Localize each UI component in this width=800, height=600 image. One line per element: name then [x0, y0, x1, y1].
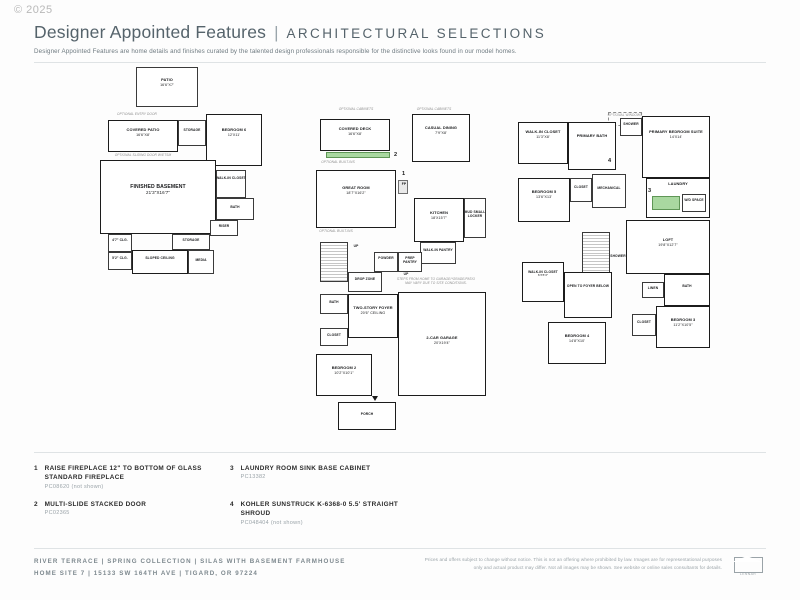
room-label-storage-upper: STORAGE — [183, 128, 201, 132]
room-bath-upper — [664, 274, 710, 306]
room-label-closet-upper-1: CLOSET — [574, 185, 588, 189]
footer-line-2: HOME SITE 7 | 15133 SW 164TH AVE | TIGARD, OR 97224 — [34, 569, 258, 577]
room-label-shower: SHOWER — [623, 122, 639, 126]
note-code: PC048404 (not shown) — [240, 519, 303, 526]
room-primary-bedroom-suite — [642, 116, 710, 178]
room-clg-52 — [108, 252, 132, 270]
note-code: PC02365 — [44, 510, 70, 517]
room-mechanical — [592, 174, 626, 208]
room-powder — [374, 252, 398, 272]
room-label-bedroom-2: BEDROOM 2 10'2"X10'1" — [331, 365, 357, 375]
note-item-3 — [230, 464, 430, 480]
entry-arrow-icon — [372, 396, 378, 401]
room-label-primary-bath: PRIMARY BATH — [576, 133, 608, 138]
note-code: PC08620 (not shown) — [44, 483, 104, 490]
room-label-laundry: LAUNDRY — [668, 181, 688, 186]
title-divider: | — [274, 23, 279, 42]
floor-plans — [34, 66, 766, 441]
option-label-garage-steps: STEPS FROM HOME TO GARAGE/*GRADE/PATIO MAY VARY DUE TO SITE CONDITIONS. — [396, 277, 476, 285]
laundry-sink-base-highlight — [652, 196, 680, 210]
callout-marker-1: 1 — [402, 171, 406, 177]
note-number: 2 — [34, 500, 38, 508]
room-label-two-story-foyer: TWO-STORY FOYER 20'6" CEILING — [353, 305, 393, 315]
room-closet-upper-2 — [632, 314, 656, 336]
room-great-room — [316, 170, 396, 228]
room-label-kitchen: KITCHEN 18'X15'7" — [430, 210, 448, 220]
callout-marker-2: 2 — [394, 152, 398, 158]
watermark: © 2025 — [14, 4, 53, 16]
option-label-built-ins-2: OPTIONAL BUILT-INS — [319, 229, 353, 233]
footer-divider — [34, 548, 766, 549]
logo-text: LENNAR — [739, 572, 757, 576]
room-two-story-foyer — [348, 294, 398, 338]
note-number: 4 — [230, 500, 234, 508]
note-number: 1 — [34, 464, 38, 472]
room-label-powder: POWDER — [378, 256, 394, 260]
option-label-cabinets-left: OPTIONAL CABINETS — [338, 107, 374, 111]
note-title: KOHLER SUNSTRUCK K-6368-0 5.5' STRAIGHT SHROUD — [240, 501, 399, 518]
brand-logo — [730, 556, 766, 580]
room-label-media: MEDIA — [195, 258, 207, 262]
option-label-cabinets-right: OPTIONAL CABINETS — [416, 107, 452, 111]
stairs-down-label: SHOWER — [610, 254, 626, 258]
room-label-patio: PATIO 16'6"X7' — [160, 77, 174, 87]
room-bedroom-6 — [206, 114, 262, 166]
room-label-porch: PORCH — [360, 412, 374, 416]
room-casual-dining — [412, 114, 470, 162]
room-label-drop-zone: DROP ZONE — [354, 277, 376, 281]
note-title: LAUNDRY ROOM SINK BASE CABINET — [240, 465, 371, 472]
option-label-entry-door: OPTIONAL ENTRY DOOR — [117, 112, 157, 116]
room-label-mechanical: MECHANICAL — [597, 186, 621, 190]
room-shower — [620, 118, 642, 136]
note-number: 3 — [230, 464, 234, 472]
room-label-walk-in-pantry: WALK-IN PANTRY — [423, 248, 453, 252]
room-clg-47 — [108, 234, 132, 252]
stairs-up-main — [320, 242, 348, 282]
room-label-finished-basement: FINISHED BASEMENT 21'3"X16'7" — [130, 184, 186, 196]
document-header — [34, 22, 764, 55]
room-label-covered-patio: COVERED PATIO 16'6"X8' — [126, 127, 160, 137]
room-walk-in-pantry — [420, 242, 456, 264]
room-bedroom-5 — [518, 178, 570, 222]
title-row — [34, 22, 764, 43]
logo-roof-icon — [732, 556, 762, 562]
room-label-clg-52: 5'2" CLG. — [112, 256, 128, 260]
room-label-loft: LOFT 19'8"X12'7" — [658, 237, 678, 247]
room-label-clg-47: 4'7" CLG. — [112, 238, 128, 242]
note-item-4 — [230, 500, 430, 526]
room-label-great-room: GREAT ROOM 18'7"X16'2" — [342, 185, 370, 195]
room-label-walk-in-closet-primary: WALK-IN CLOSET 11'3"X8' — [525, 129, 561, 139]
room-closet-upper-1 — [570, 178, 592, 202]
room-storage-upper — [178, 120, 206, 146]
stairs-up-label-2: UP — [403, 272, 409, 276]
note-item-1 — [34, 464, 219, 490]
room-label-storage-lower: STORAGE — [182, 238, 200, 242]
page-subtitle-heading: ARCHITECTURAL SELECTIONS — [286, 26, 547, 41]
header-description: Designer Appointed Features are home details and finishes curated by the talented design professionals responsible for the distinctive looks found in our model homes. — [34, 48, 517, 55]
room-label-bedroom-3: BEDROOM 3 11'2"X10'5" — [670, 317, 696, 327]
footer-disclaimer: Prices and offers subject to change without notice. This is not an offering where prohibited by law. Images are for representational purposes only and actual product may differ. Not all images may be shown. See website or online sales consultants for details. — [424, 557, 722, 571]
room-label-primary-bedroom-suite: PRIMARY BEDROOM SUITE 14'X14' — [649, 129, 703, 139]
room-wd-space — [682, 194, 706, 212]
page-title: Designer Appointed Features — [34, 22, 267, 42]
room-label-closet-upper-2: CLOSET — [637, 320, 651, 324]
room-label-bedroom-6: BEDROOM 6 12'X11' — [221, 127, 247, 137]
room-walk-in-closet-basement — [216, 170, 246, 198]
room-label-bedroom-5: BEDROOM 5 13'6"X13' — [531, 189, 557, 199]
room-label-riser: RISER — [218, 224, 230, 228]
option-label-sliding-door: OPTIONAL SLIDING DOOR W/ETSM — [114, 153, 172, 157]
upper-level — [496, 66, 716, 396]
footer-community-info — [34, 556, 345, 580]
note-item-2 — [34, 500, 219, 516]
multi-slide-door-highlight — [326, 152, 390, 158]
option-label-windows: OPTIONAL WINDOWS — [607, 113, 643, 117]
callout-marker-3: 3 — [648, 188, 652, 194]
callout-marker-4: 4 — [608, 158, 612, 164]
room-label-casual-dining: CASUAL DINING 7'9"X8' — [424, 125, 458, 135]
notes-divider — [34, 452, 766, 453]
room-label-open-to-foyer: OPEN TO FOYER BELOW — [566, 284, 610, 288]
main-level — [302, 66, 502, 441]
stairs-down-upper — [582, 232, 610, 276]
room-finished-basement — [100, 160, 216, 234]
fireplace-label: FP — [401, 182, 407, 186]
room-label-bath-upper: BATH — [682, 284, 692, 288]
room-label-linen: LINEN — [647, 286, 659, 290]
note-title: MULTI-SLIDE STACKED DOOR — [44, 501, 147, 508]
room-label-bedroom-4: BEDROOM 4 14'8"X10' — [564, 333, 590, 343]
option-label-built-ins-1: OPTIONAL BUILT-INS — [321, 160, 355, 164]
room-label-closet-main: CLOSET — [327, 333, 341, 337]
room-drop-zone — [348, 272, 382, 292]
stairs-up-label: UP — [353, 244, 359, 248]
room-label-2-car-garage: 2-CAR GARAGE 20'X19'4" — [426, 335, 458, 345]
room-label-bath-main: BATH — [329, 300, 339, 304]
room-label-covered-deck: COVERED DECK 16'6"X8' — [338, 126, 372, 136]
room-label-prep-pantry: PREP PANTRY — [403, 256, 417, 265]
room-walk-in-closet-secondary — [522, 262, 564, 302]
room-label-sloped-ceiling: SLOPED CEILING — [145, 256, 175, 260]
note-title: RAISE FIREPLACE 12" TO BOTTOM OF GLASS STANDARD FIREPLACE — [44, 465, 202, 482]
note-code: PC13382 — [240, 474, 266, 481]
header-divider — [34, 62, 766, 63]
room-label-bath-basement: BATH — [230, 205, 240, 209]
room-label-wd-space: W/D SPACE — [684, 198, 704, 202]
basement-level — [94, 66, 294, 316]
room-label-walk-in-closet-secondary: WALK-IN CLOSET 6'X5'3" — [528, 270, 558, 278]
room-open-to-foyer — [564, 272, 612, 318]
room-sloped-ceiling — [132, 250, 188, 274]
footer-line-1: RIVER TERRACE | SPRING COLLECTION | SILAS WITH BASEMENT FARMHOUSE — [34, 558, 346, 565]
room-label-walk-in-closet-basement: WALK-IN CLOSET — [216, 176, 246, 180]
room-label-mud-locker: MUD SMALL LOCKER — [464, 210, 486, 219]
